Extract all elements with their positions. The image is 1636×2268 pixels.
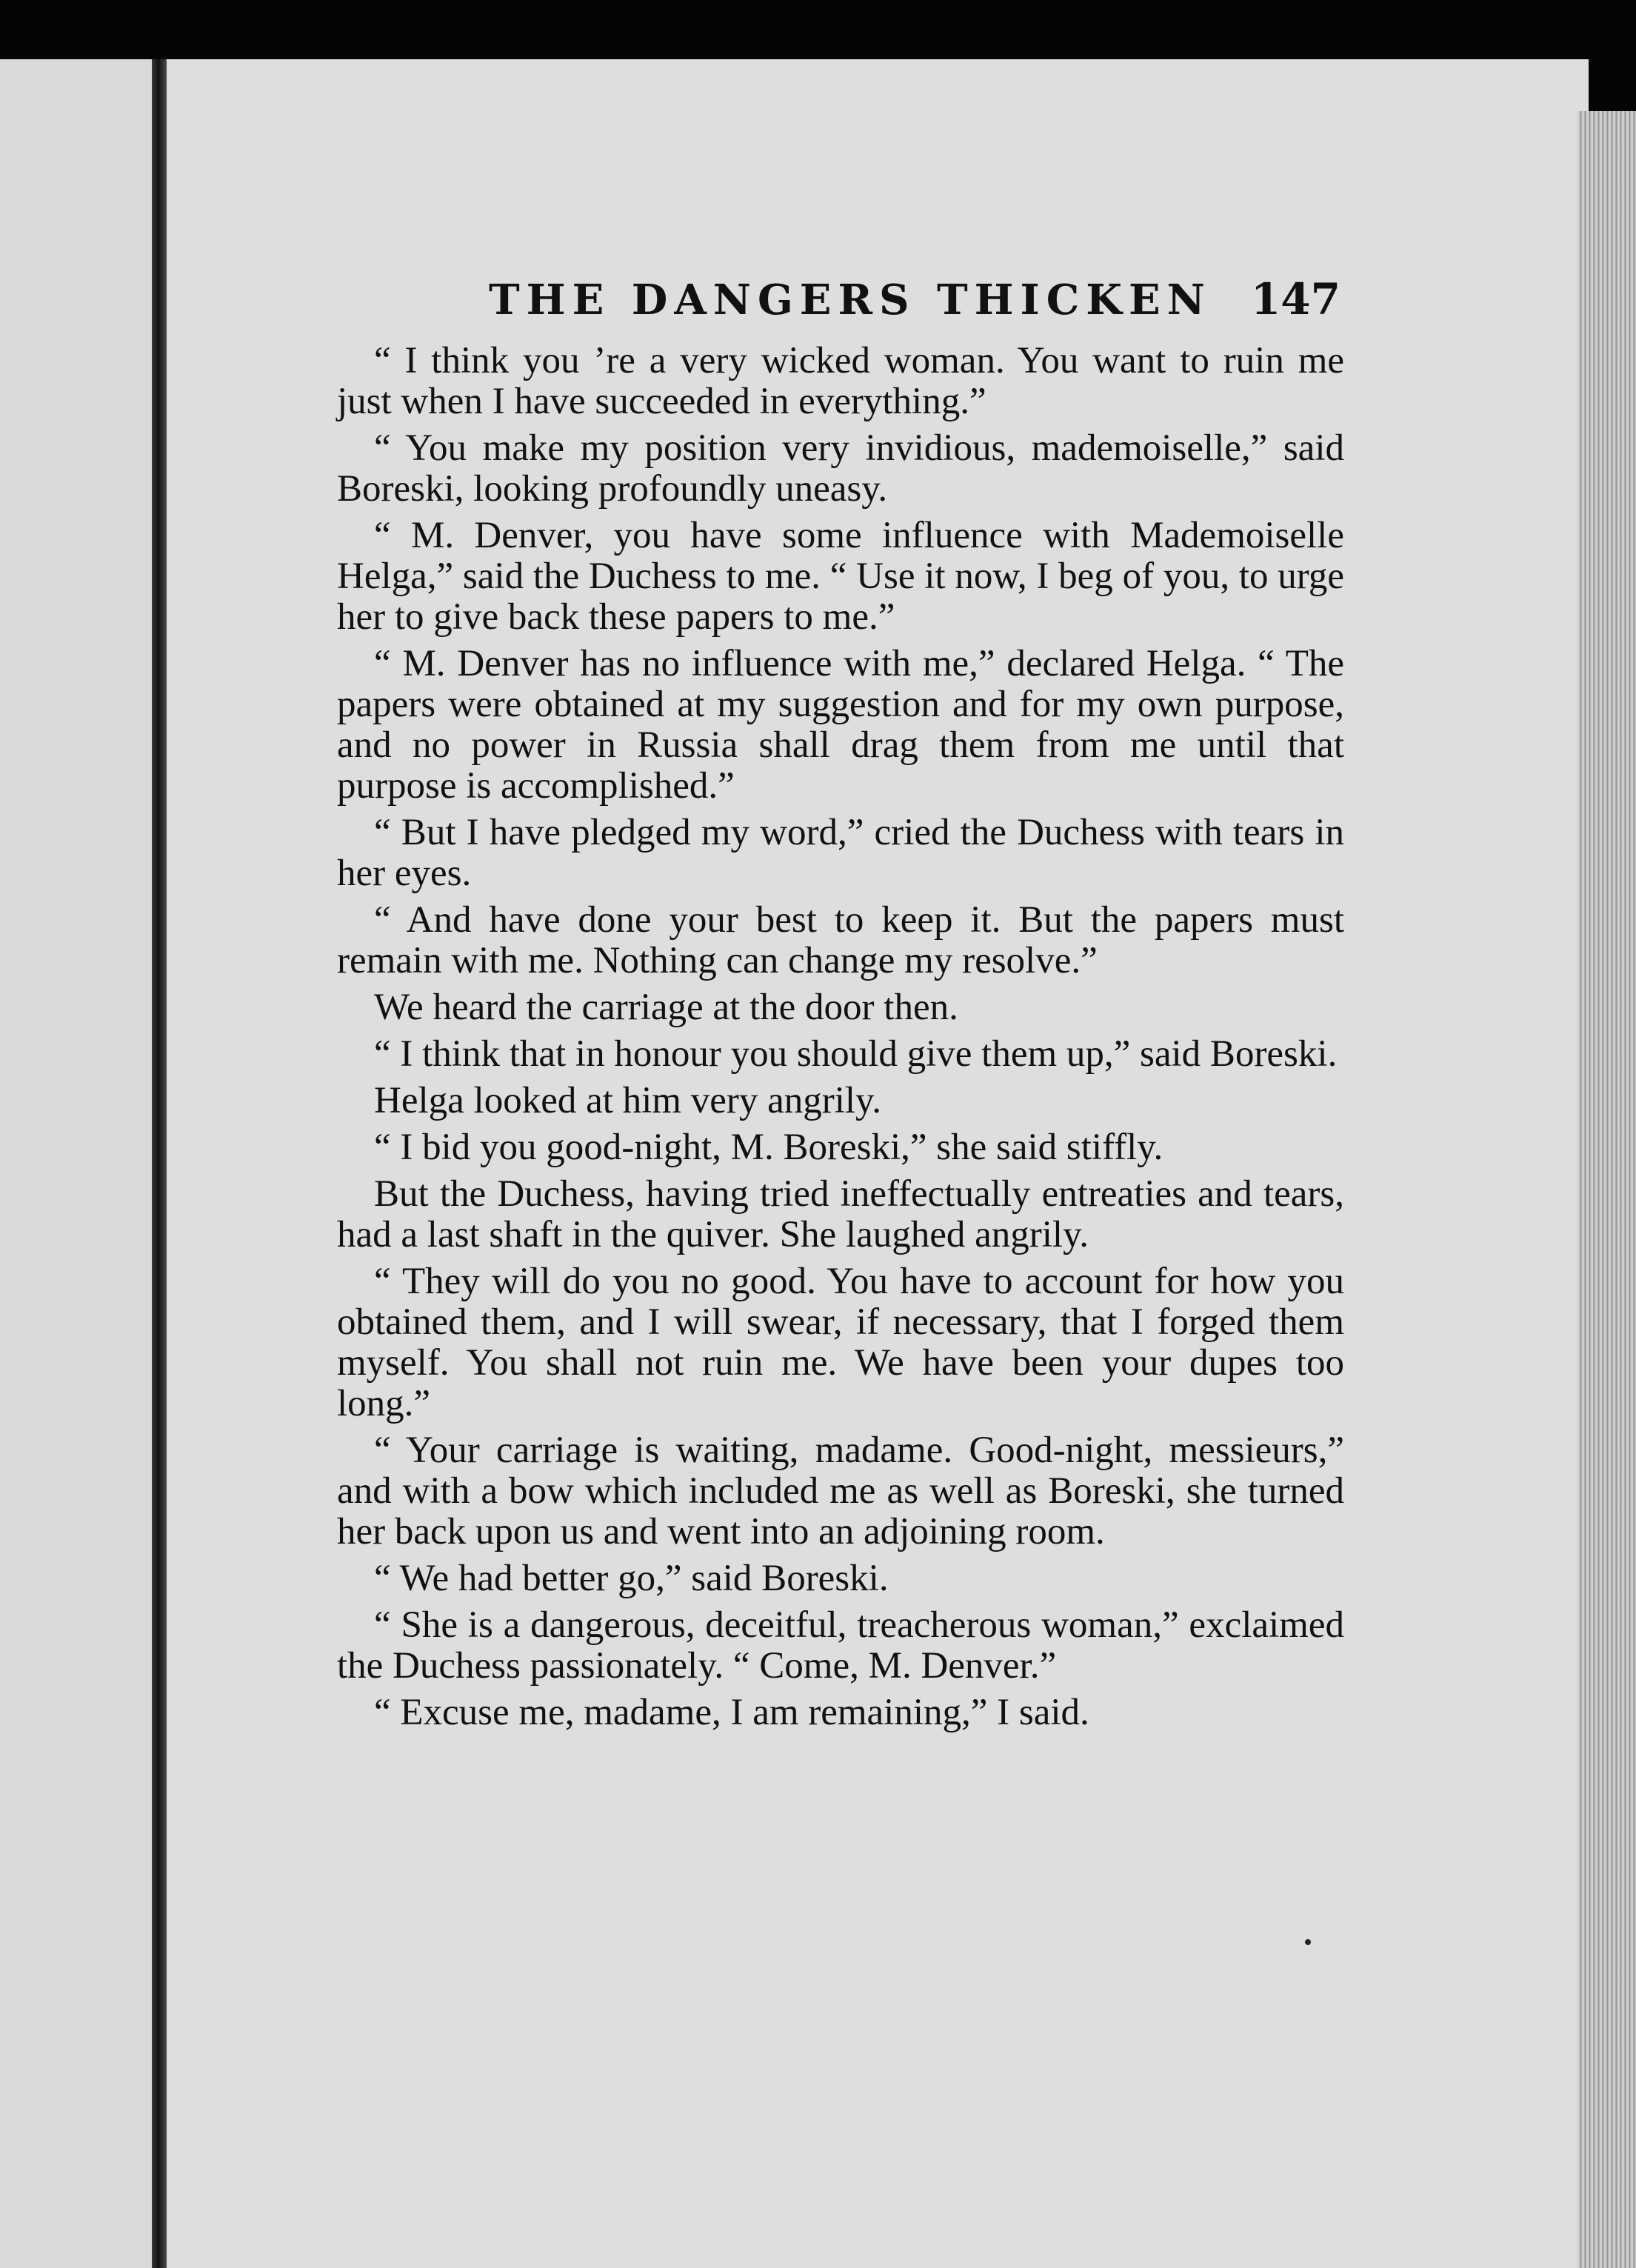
body-text bbox=[337, 341, 1344, 1739]
paragraph: “ She is a dangerous, deceitful, treacherous woman,” exclaimed the Duchess passionately. “ Come, M. Denver.” bbox=[337, 1604, 1344, 1687]
print-speck bbox=[1305, 1939, 1311, 1945]
paragraph: Helga looked at him very angrily. bbox=[374, 1080, 881, 1121]
page-number: 147 bbox=[1250, 274, 1340, 324]
paragraph: “ M. Denver, you have some influence with Mademoiselle Helga,” said the Duchess to me. “ Use it now, I beg of you, to urge her to give back these papers to me.” bbox=[337, 515, 1344, 638]
page-stack-edge bbox=[1577, 111, 1636, 2268]
paragraph: “ M. Denver has no influence with me,” declared Helga. “ The papers were obtained at my suggestion and for my own purpose, and no power in Russia shall drag them from me until that purpose is accomplished.” bbox=[337, 643, 1344, 807]
paragraph: We heard the carriage at the door then. bbox=[374, 987, 958, 1028]
running-title: THE DANGERS THICKEN bbox=[489, 276, 1212, 324]
running-head bbox=[489, 274, 1340, 324]
paragraph: “ We had better go,” said Boreski. bbox=[374, 1558, 889, 1599]
paragraph: “ I think you ’re a very wicked woman. You want to ruin me just when I have succeeded in everything.” bbox=[337, 340, 1344, 422]
book-gutter bbox=[152, 59, 168, 2268]
paragraph: “ I bid you good-night, M. Boreski,” she said stiffly. bbox=[374, 1127, 1163, 1168]
facing-page-edge bbox=[0, 59, 159, 2268]
paragraph: But the Duchess, having tried ineffectually entreaties and tears, had a last shaft in the quiver. She laughed angrily. bbox=[337, 1173, 1344, 1255]
paragraph: “ But I have pledged my word,” cried the Duchess with tears in her eyes. bbox=[337, 812, 1344, 894]
paragraph: “ I think that in honour you should give them up,” said Boreski. bbox=[374, 1033, 1338, 1075]
paragraph: “ And have done your best to keep it. But the papers must remain with me. Nothing can change my resolve.” bbox=[337, 899, 1344, 981]
paragraph: “ They will do you no good. You have to account for how you obtained them, and I will swear, if necessary, that I forged them myself. You shall not ruin me. We have been your dupes too long.” bbox=[337, 1261, 1344, 1424]
paragraph: “ Your carriage is waiting, madame. Good-night, messieurs,” and with a bow which included me as well as Boreski, she turned her back upon us and went into an adjoining room. bbox=[337, 1430, 1344, 1552]
paragraph: “ Excuse me, madame, I am remaining,” I said. bbox=[374, 1692, 1089, 1733]
paragraph: “ You make my position very invidious, mademoiselle,” said Boreski, looking profoundly uneasy. bbox=[337, 427, 1344, 510]
